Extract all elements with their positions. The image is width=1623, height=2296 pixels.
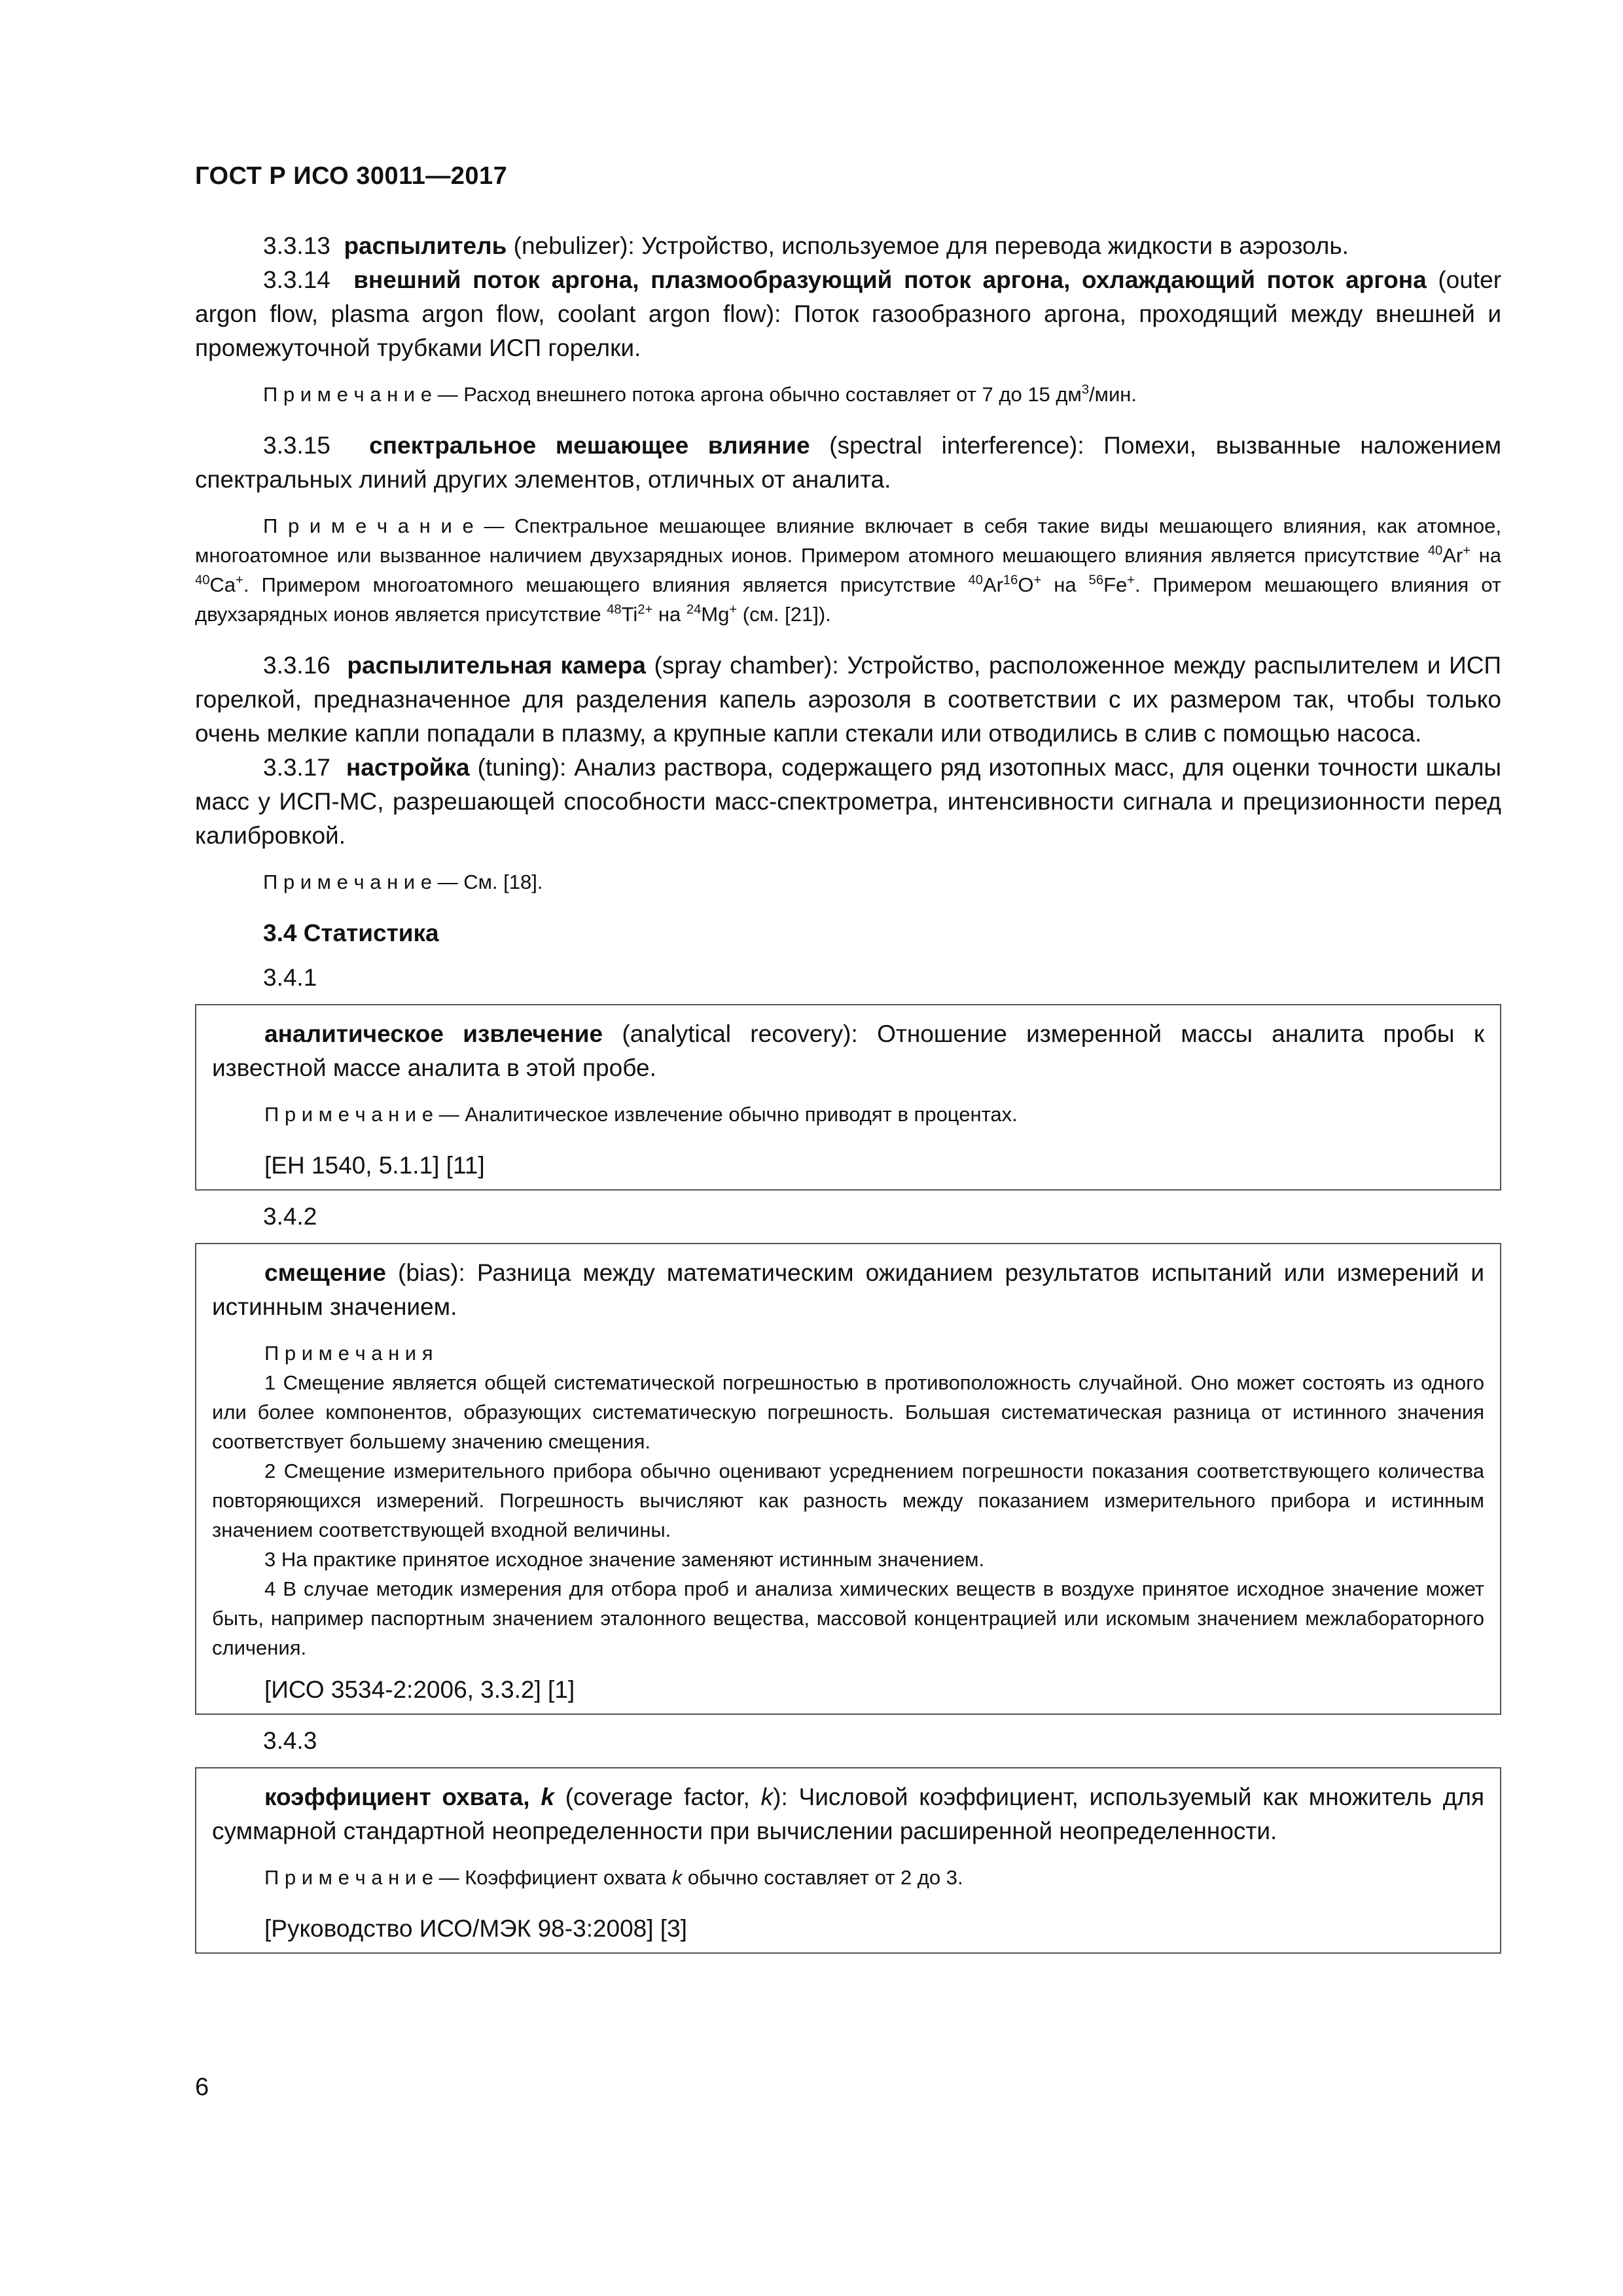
term-number: 3.3.17 [263, 754, 330, 781]
note-item: 2 Смещение измерительного прибора обычно оценивают усреднением погрешности показания соответствующего количества повторяющихся измерений. Погрешность вычисляют как разность между показанием измерительного прибора и истинным значением соответствующей входной величины. [212, 1460, 1484, 1541]
note-3-4-3 [212, 1863, 1484, 1892]
superscript: 40 [195, 573, 210, 588]
source-reference: [Руководство ИСО/МЭК 98-3:2008] [3] [264, 1915, 687, 1942]
term-symbol: k [671, 1866, 683, 1889]
note-item: 3 На практике принятое исходное значение заменяют истинным значением. [264, 1548, 985, 1571]
superscript: 2+ [637, 602, 653, 617]
term-name: внешний поток аргона, плазмообразующий поток аргона, охлаждающий поток аргона [353, 266, 1427, 293]
chem-symbol: Ar [1442, 544, 1463, 567]
note-3-4-1 [212, 1100, 1484, 1129]
document-header: ГОСТ Р ИСО 30011—2017 [195, 162, 508, 190]
term-definition: (spectral interference): Помехи, вызванные наложением спектральных линий других элементов, отличных от аналита. [195, 432, 1502, 493]
term-box-3-4-3 [195, 1767, 1501, 1954]
source-reference: [ИСО 3534-2:2006, 3.3.2] [1] [264, 1676, 575, 1703]
superscript: 56 [1088, 573, 1104, 588]
note-text: обычно составляет от 2 до 3. [687, 1866, 963, 1889]
term-3-4-2 [212, 1256, 1484, 1324]
term-number: 3.3.14 [263, 266, 330, 293]
superscript: + [1463, 543, 1471, 558]
superscript: + [236, 573, 243, 588]
note-3-3-15 [195, 511, 1501, 629]
note-text: . Примером многоатомного мешающего влияния является присутствие [243, 573, 956, 596]
term-name: распылительная камера [347, 652, 646, 679]
chem-symbol: Mg [701, 603, 730, 626]
note-text: — См. [18]. [437, 870, 543, 893]
term-3-3-14 [195, 263, 1501, 365]
notes-label: П р и м е ч а н и я [264, 1342, 433, 1365]
chem-symbol: O [1018, 573, 1034, 596]
note-text: — Расход внешнего потока аргона обычно составляет от 7 до 15 дм [437, 383, 1082, 406]
note-text: . Примером мешающего влияния от двухзарядных ионов является присутствие [195, 573, 1501, 626]
term-number-3-4-3: 3.4.3 [263, 1727, 317, 1754]
term-number-3-4-2: 3.4.2 [263, 1203, 317, 1230]
superscript: + [1127, 573, 1135, 588]
source-reference: [ЕН 1540, 5.1.1] [11] [264, 1152, 485, 1179]
term-definition: (coverage factor, [565, 1784, 750, 1810]
term-definition: (tuning): Анализ раствора, содержащего ряд изотопных масс, для оценки точности шкалы масс у ИСП-МС, разрешающей способности масс-спектрометра, интенсивности сигнала и прецизионности перед калибровкой. [195, 754, 1502, 849]
term-3-4-3 [212, 1780, 1484, 1848]
term-3-4-1 [212, 1017, 1484, 1085]
term-definition: (outer argon flow, plasma argon flow, coolant argon flow): Поток газообразного аргона, проходящий между внешней и промежуточной трубками ИСП горелки. [195, 266, 1502, 361]
note-item: 4 В случае методик измерения для отбора проб и анализа химических веществ в воздухе принятое исходное значение может быть, например паспортным значением эталонного вещества, массовой концентрацией или искомым значением межлабораторного сличения. [212, 1577, 1484, 1659]
superscript: 40 [968, 573, 983, 588]
term-3-3-16 [195, 649, 1501, 751]
term-number-3-4-1: 3.4.1 [263, 964, 317, 991]
term-name: аналитическое извлечение [264, 1020, 603, 1047]
term-number: 3.3.13 [263, 232, 330, 259]
superscript: + [729, 602, 738, 617]
note-label: П р и м е ч а н и е [263, 870, 432, 893]
term-symbol: k [541, 1784, 554, 1810]
note-label: П р и м е ч а н и е [263, 383, 432, 406]
note-item: 1 Смещение является общей систематической погрешностью в противоположность случайной. Оно может состоять из одного или более компонентов, образующих систематическую погрешность. Большая систематическая разница от истинного значения соответствует большему значению смещения. [212, 1371, 1484, 1453]
superscript: + [1033, 573, 1042, 588]
note-text: на [1054, 573, 1077, 596]
term-name: спектральное мешающее влияние [369, 432, 810, 459]
term-3-3-13 [195, 229, 1501, 263]
note-text: — Спектральное мешающее влияние включает в себя такие виды мешающего влияния, как атомное, многоатомное или вызванное наличием двухзарядных ионов. Примером атомного мешающего влияния является присутствие [195, 514, 1501, 567]
note-text: — Коэффициент охвата [438, 1866, 667, 1889]
note-text: на [1478, 544, 1501, 567]
superscript: 16 [1003, 573, 1018, 588]
page-number: 6 [195, 2073, 209, 2101]
note-3-3-17 [195, 867, 1501, 897]
term-definition: (spray chamber): Устройство, расположенное между распылителем и ИСП горелкой, предназначенное для разделения капель аэрозоля в соответствии с их размером так, чтобы только очень мелкие капли попадали в плазму, а крупные капли стекали или отводились в слив с помощью насоса. [195, 652, 1502, 747]
chem-symbol: Ti [621, 603, 638, 626]
chem-symbol: Fe [1103, 573, 1128, 596]
superscript: 3 [1081, 382, 1090, 397]
note-label: П р и м е ч а н и е [263, 514, 474, 537]
term-box-3-4-2 [195, 1243, 1501, 1715]
note-text: на [658, 603, 681, 626]
term-name: настройка [346, 754, 470, 781]
term-3-3-17 [195, 751, 1501, 853]
note-text: /мин. [1089, 383, 1137, 406]
term-number: 3.3.15 [263, 432, 330, 459]
note-3-3-14 [195, 380, 1501, 409]
superscript: 40 [1427, 543, 1443, 558]
superscript: 48 [607, 602, 622, 617]
note-text: (см. [21]). [742, 603, 831, 626]
note-text: — Аналитическое извлечение обычно приводят в процентах. [438, 1103, 1018, 1126]
term-name: распылитель [344, 232, 507, 259]
term-box-3-4-1 [195, 1004, 1501, 1191]
term-3-3-15 [195, 429, 1501, 497]
page-content [195, 229, 1501, 1963]
term-definition: ): Числовой коэффициент, используемый как множитель для суммарной стандартной неопределенности при вычислении расширенной неопределенности. [212, 1784, 1485, 1844]
note-label: П р и м е ч а н и е [264, 1866, 433, 1889]
term-definition: (nebulizer): Устройство, используемое для перевода жидкости в аэрозоль. [513, 232, 1349, 259]
term-name: коэффициент охвата, [264, 1784, 530, 1810]
note-label: П р и м е ч а н и е [264, 1103, 433, 1126]
term-symbol: k [760, 1784, 774, 1810]
chem-symbol: Ar [982, 573, 1003, 596]
term-number: 3.3.16 [263, 652, 330, 679]
chem-symbol: Ca [209, 573, 236, 596]
term-definition: (bias): Разница между математическим ожиданием результатов испытаний или измерений и истинным значением. [212, 1259, 1485, 1320]
superscript: 24 [686, 602, 702, 617]
section-title: 3.4 Статистика [263, 920, 439, 946]
term-name: смещение [264, 1259, 386, 1286]
term-definition: (analytical recovery): Отношение измеренной массы аналита пробы к известной массе аналита в этой пробе. [212, 1020, 1485, 1081]
